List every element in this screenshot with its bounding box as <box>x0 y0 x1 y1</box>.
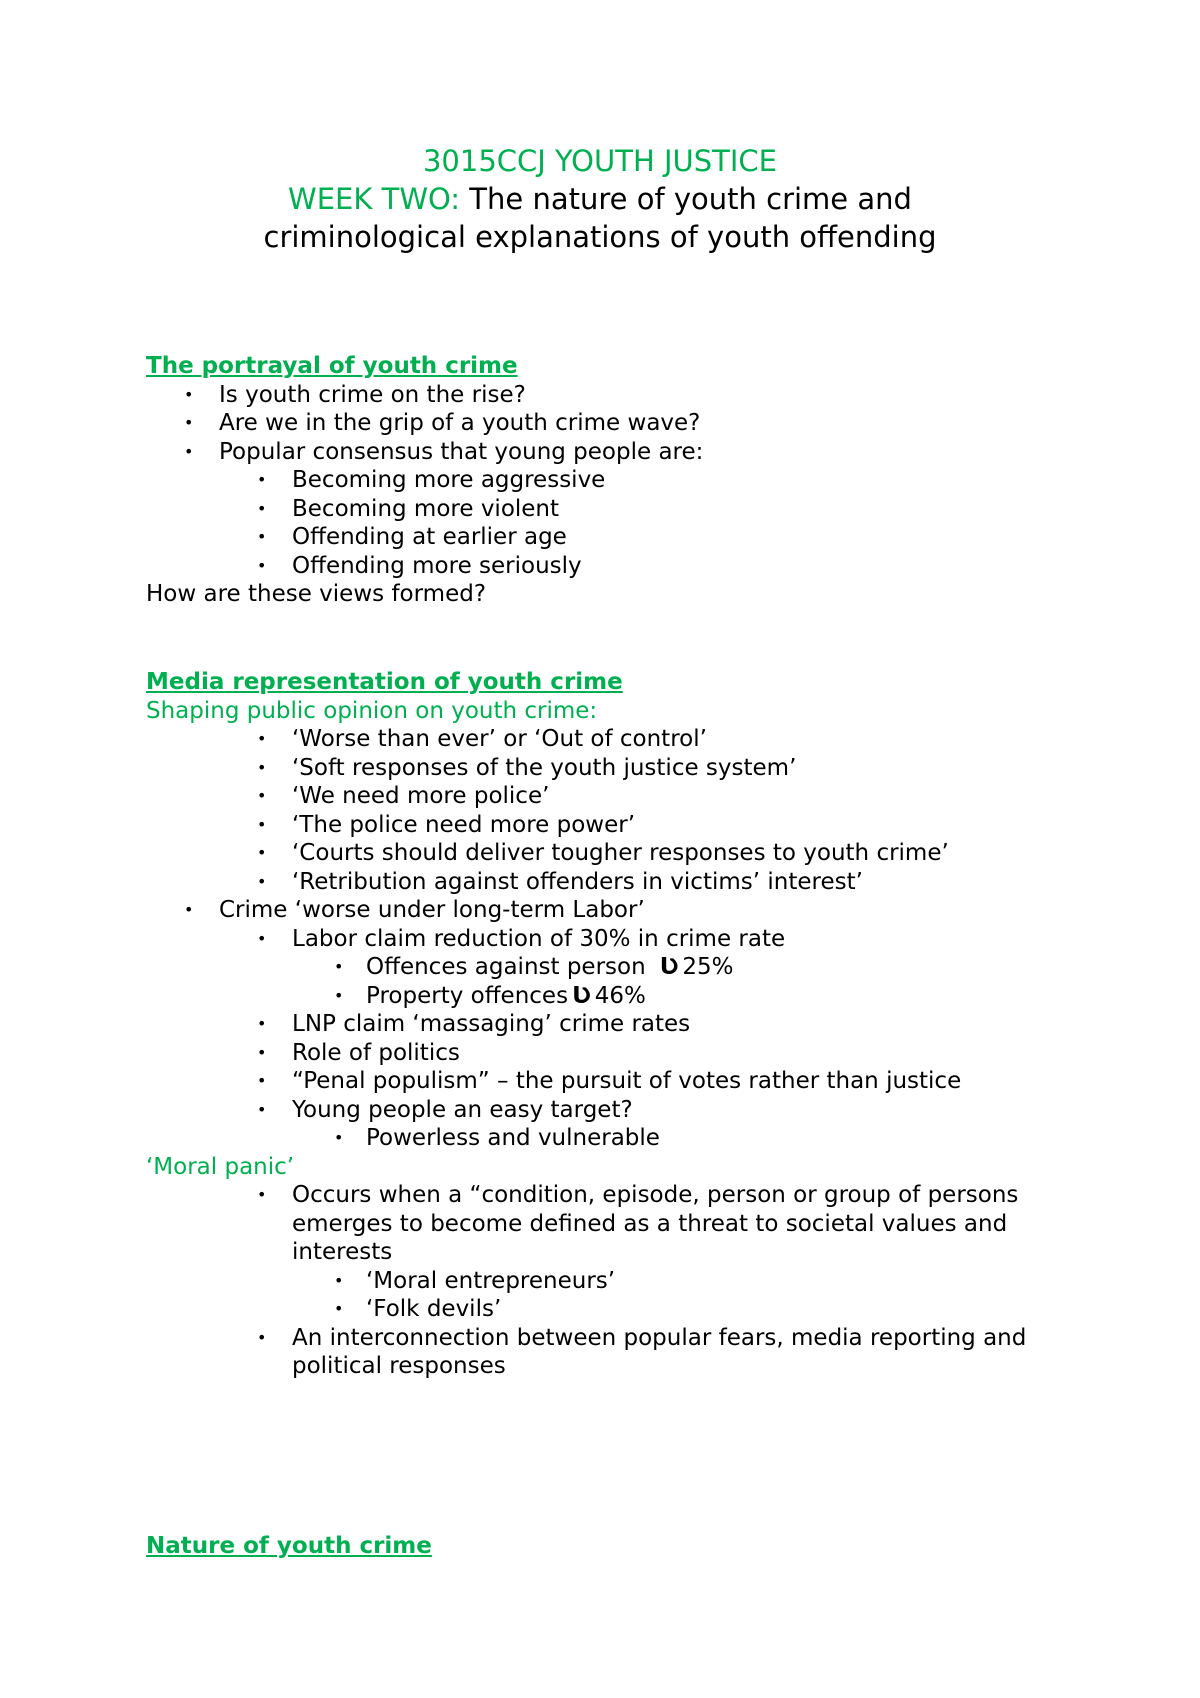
bullet-icon: • <box>257 814 267 834</box>
list-item: • ‘We need more police’ <box>257 783 550 809</box>
section-nature <box>146 1532 1106 1561</box>
bullet-icon: • <box>257 1185 267 1204</box>
list-item: • ‘Worse than ever’ or ‘Out of control’ <box>257 726 707 752</box>
bullet-icon: • <box>257 928 267 948</box>
list-item: • Labor claim reduction of 30% in crime rate <box>257 925 786 952</box>
bullet-icon: • <box>257 871 267 891</box>
list-item: • Are we in the grip of a youth crime wave? <box>184 410 701 436</box>
section-portrayal <box>146 352 1106 609</box>
bullet-icon: • <box>257 843 267 862</box>
list-item: • Becoming more aggressive <box>257 467 606 493</box>
bullet-icon: • <box>257 470 267 489</box>
bullet-icon: • <box>257 1327 267 1347</box>
bullet-icon: • <box>184 900 194 919</box>
bullet-icon: • <box>257 786 267 805</box>
list-item: • Occurs when a “condition, episode, person or group of persons emerges to become defined as a threat to societal values and interests <box>257 1182 1019 1265</box>
section-heading-media: Media representation of youth crime <box>146 669 623 695</box>
list-item: • ‘Folk devils’ <box>334 1296 502 1322</box>
list-item: • ‘Moral entrepreneurs’ <box>334 1267 616 1294</box>
subheading-moral-panic: ‘Moral panic’ <box>146 1153 295 1180</box>
bullet-icon: • <box>334 1270 344 1290</box>
list-item: • LNP claim ‘massaging’ crime rates <box>257 1011 691 1037</box>
bullet-icon: • <box>334 985 344 1005</box>
week-topic-line1: The nature of youth crime and <box>460 182 912 216</box>
bullet-icon: • <box>334 957 344 976</box>
bullet-icon: • <box>257 1099 267 1119</box>
bullet-icon: • <box>257 498 267 518</box>
list-item: • Is youth crime on the rise? <box>184 381 526 408</box>
bullet-icon: • <box>257 1071 267 1090</box>
list-item: • Powerless and vulnerable <box>334 1125 660 1151</box>
list-item: • ‘Soft responses of the youth justice system’ <box>257 754 797 781</box>
week-topic-line2: criminological explanations of youth offending <box>263 220 937 254</box>
bullet-icon: • <box>257 729 267 748</box>
bullet-icon: • <box>257 555 267 575</box>
course-title: 3015CCJ YOUTH JUSTICE <box>422 144 778 178</box>
bullet-icon: • <box>257 1014 267 1033</box>
list-item: • Offences against person Ʋ 25% <box>334 954 734 980</box>
bullet-icon: • <box>334 1299 344 1318</box>
document-title-block <box>0 142 1200 256</box>
list-item: • ‘Courts should deliver tougher responses to youth crime’ <box>257 840 949 866</box>
section-heading-nature: Nature of youth crime <box>146 1533 432 1559</box>
down-arrow-icon: Ʋ <box>659 954 679 980</box>
list-item: • Popular consensus that young people are: <box>184 438 704 465</box>
subheading-shaping-opinion: Shaping public opinion on youth crime: <box>146 697 598 724</box>
list-item: • Becoming more violent <box>257 495 560 522</box>
week-label: WEEK TWO: <box>288 182 461 216</box>
list-item: • Offending at earlier age <box>257 524 567 550</box>
bullet-icon: • <box>257 1042 267 1062</box>
section-heading-portrayal: The portrayal of youth crime <box>146 353 518 379</box>
list-item: • ‘Retribution against offenders in victims’ interest’ <box>257 868 863 895</box>
bullet-icon: • <box>257 757 267 777</box>
list-item: • Young people an easy target? <box>257 1096 633 1123</box>
list-item: • “Penal populism” – the pursuit of votes rather than justice <box>257 1068 962 1094</box>
bullet-icon: • <box>184 384 194 404</box>
bullet-icon: • <box>334 1128 344 1147</box>
list-item: • ‘The police need more power’ <box>257 811 636 838</box>
bullet-icon: • <box>184 441 194 461</box>
section-media <box>146 668 1106 1381</box>
bullet-icon: • <box>184 413 194 432</box>
list-item: • Crime ‘worse under long-term Labor’ <box>184 897 645 923</box>
closing-question: How are these views formed? <box>146 581 487 607</box>
bullet-icon: • <box>257 527 267 546</box>
list-item: • Role of politics <box>257 1039 460 1066</box>
week-title <box>0 180 1200 218</box>
list-item: • An interconnection between popular fears, media reporting and political responses <box>257 1324 1027 1379</box>
list-item: • Offending more seriously <box>257 552 582 579</box>
down-arrow-icon: Ʋ <box>572 982 591 1009</box>
list-item: • Property offences Ʋ 46% <box>334 982 646 1009</box>
